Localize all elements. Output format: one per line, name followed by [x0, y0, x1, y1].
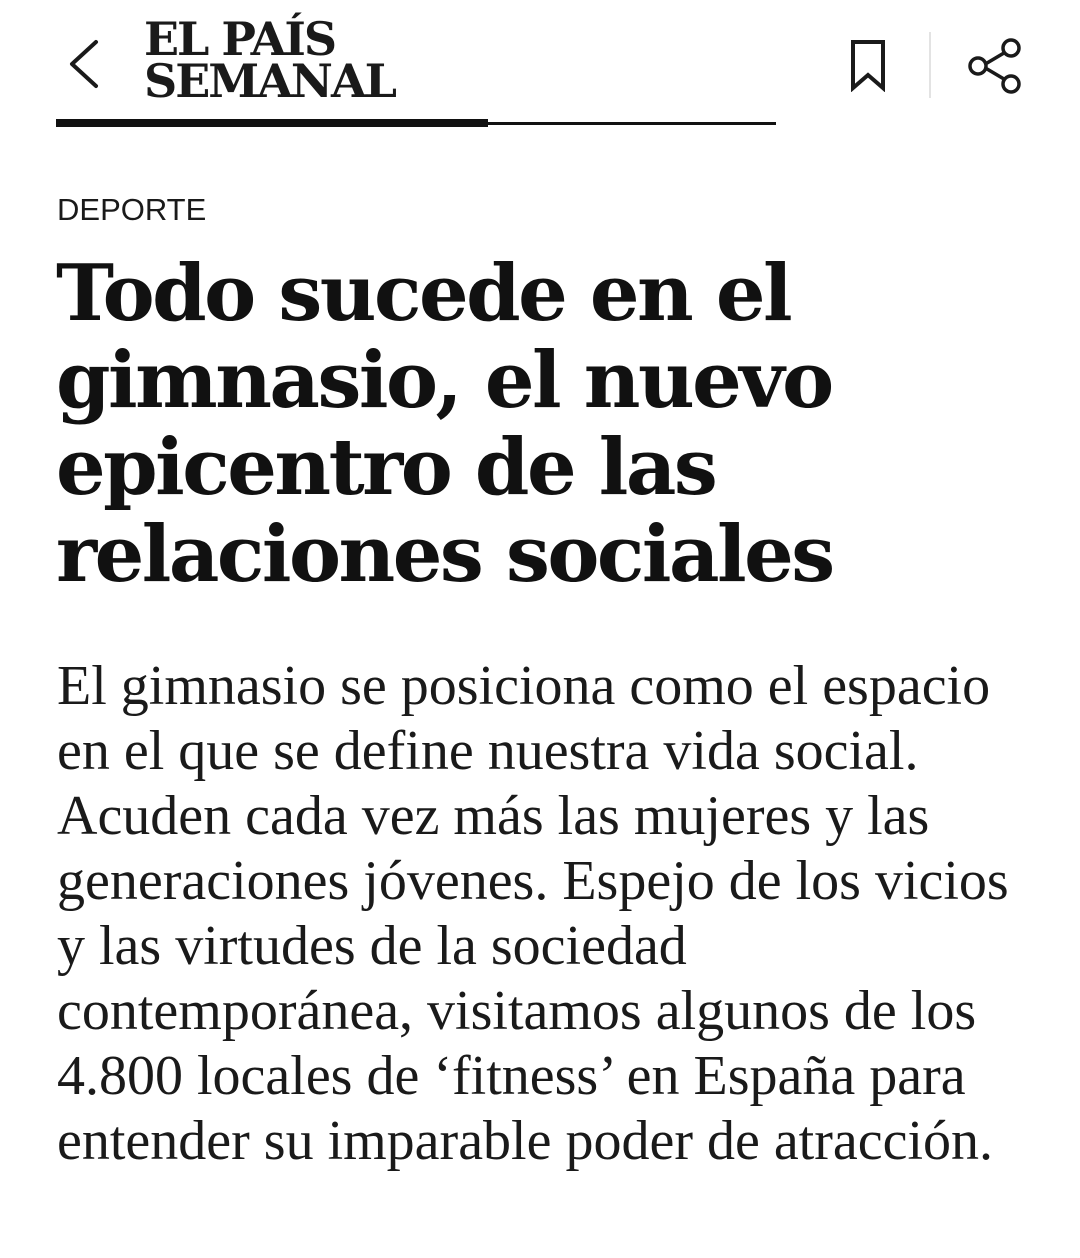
chevron-left-icon — [64, 34, 104, 94]
header-divider — [929, 32, 931, 98]
article-headline: Todo sucede en el gimnasio, el nuevo epicentro de las relaciones sociales — [56, 248, 833, 600]
article-subtitle: El gimnasio se posiciona como el espacio en el que se define nuestra vida social. Acuden cada vez más las mujeres y las generaciones jóvenes. Espejo de los vicios y las virtudes de la sociedad contemporánea, visitamos algunos de los 4.800 locales de ‘fitness’ en España para entender su imparable poder de atracción. — [57, 655, 1009, 1172]
section-label[interactable]: DEPORTE — [57, 192, 207, 227]
logo-line-1: EL PAÍS — [144, 12, 336, 66]
app-header — [0, 0, 1080, 130]
back-button[interactable] — [56, 32, 112, 96]
reading-progress-fill — [56, 119, 488, 127]
bookmark-button[interactable] — [838, 34, 898, 96]
share-icon — [965, 35, 1025, 95]
share-button[interactable] — [960, 30, 1030, 100]
bookmark-icon — [848, 38, 888, 92]
logo-line-2: SEMANAL — [144, 54, 395, 108]
reading-progress-bar — [56, 122, 776, 125]
publication-logo[interactable] — [144, 12, 395, 108]
